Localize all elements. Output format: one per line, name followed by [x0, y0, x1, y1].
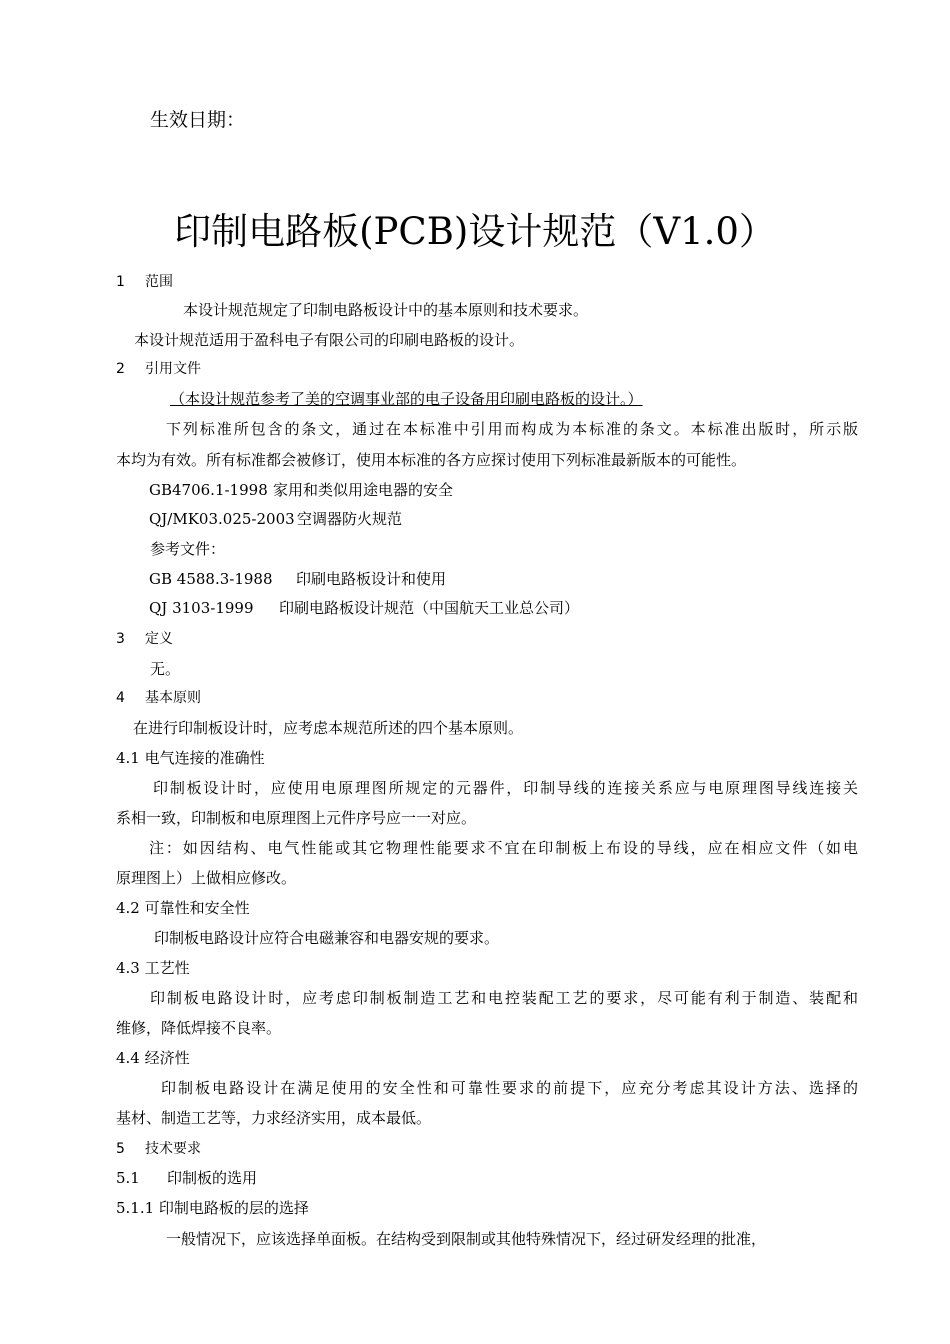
section-1-number: 1 [116, 274, 125, 290]
section-4-paragraph: 在进行印制板设计时，应考虑本规范所述的四个基本原则。 [133, 719, 524, 737]
section-3-paragraph: 无。 [150, 660, 181, 678]
section-1-title: 范围 [145, 274, 173, 290]
section-4-3-paragraph-line-2: 维修，降低焊接不良率。 [116, 1019, 282, 1037]
reference-2-name: 印刷电路板设计规范（中国航天工业总公司） [279, 599, 580, 617]
section-4-number: 4 [116, 690, 125, 706]
section-4-3-paragraph-line-1: 印制板电路设计时，应考虑印制板制造工艺和电控装配工艺的要求，尽可能有利于制造、装配和 [150, 989, 858, 1007]
section-2-note-text: （本设计规范参考了美的空调事业部的电子设备用印刷电路板的设计。） [170, 390, 643, 408]
section-5-title: 技术要求 [145, 1141, 201, 1157]
reference-files-label: 参考文件： [150, 540, 226, 558]
section-4-1-paragraph-line-2: 系相一致，印制板和电原理图上元件序号应一一对应。 [116, 809, 477, 827]
section-3-heading [116, 629, 858, 649]
reference-item-2 [116, 598, 858, 618]
effective-date-label: 生效日期： [150, 109, 246, 131]
section-5-1-title: 印制板的选用 [167, 1169, 258, 1187]
section-2-number: 2 [116, 361, 125, 377]
standard-item-2 [116, 509, 858, 529]
section-5-1-number: 5.1 [116, 1169, 140, 1187]
section-5-1-1-heading: 5.1.1 印制电路板的层的选择 [116, 1199, 309, 1217]
section-5-number: 5 [116, 1141, 125, 1157]
section-4-3-heading: 4.3 工艺性 [116, 959, 190, 977]
reference-1-name: 印刷电路板设计和使用 [296, 570, 447, 588]
section-2-note [116, 389, 858, 409]
section-4-1-note-line-1: 注：如因结构、电气性能或其它物理性能要求不宜在印制板上布设的导线，应在相应文件（如电 [149, 839, 858, 857]
section-4-1-paragraph-line-1: 印制板设计时，应使用电原理图所规定的元器件，印制导线的连接关系应与电原理图导线连接关 [153, 779, 858, 797]
section-2-heading [116, 359, 858, 379]
standard-2-code: QJ/MK03.025-2003 [149, 510, 295, 528]
standard-1-code: GB4706.1-1998 [149, 481, 268, 499]
reference-item-1 [116, 569, 858, 589]
section-4-title: 基本原则 [145, 690, 201, 706]
reference-2-code: QJ 3103-1999 [149, 599, 254, 617]
section-2-title: 引用文件 [145, 361, 201, 377]
reference-1-code: GB 4588.3-1988 [149, 570, 273, 588]
section-3-number: 3 [116, 631, 125, 647]
section-2-paragraph-line-1: 下列标准所包含的条文，通过在本标准中引用而构成为本标准的条文。本标准出版时，所示版 [166, 420, 858, 438]
section-1-heading [116, 272, 858, 292]
section-5-heading [116, 1139, 858, 1159]
section-2-paragraph-line-2: 本均为有效。所有标准都会被修订，使用本标准的各方应探讨使用下列标准最新版本的可能性。 [116, 451, 747, 469]
standard-1-name: 家用和类似用途电器的安全 [273, 481, 454, 499]
document-title: 印制电路板(PCB)设计规范（V1.0） [174, 210, 776, 253]
section-4-2-heading: 4.2 可靠性和安全性 [116, 899, 250, 917]
section-3-title: 定义 [145, 631, 173, 647]
section-1-paragraph-2: 本设计规范适用于盈科电子有限公司的印刷电路板的设计。 [134, 331, 525, 349]
section-4-1-note-line-2: 原理图上）上做相应修改。 [116, 869, 297, 887]
section-5-1-1-paragraph: 一般情况下，应该选择单面板。在结构受到限制或其他特殊情况下，经过研发经理的批准， [166, 1230, 767, 1248]
section-4-heading [116, 688, 858, 708]
section-4-4-paragraph-line-2: 基材、制造工艺等，力求经济实用，成本最低。 [116, 1109, 432, 1127]
section-4-1-heading: 4.1 电气连接的准确性 [116, 749, 265, 767]
section-4-4-paragraph-line-1: 印制板电路设计在满足使用的安全性和可靠性要求的前提下，应充分考虑其设计方法、选择的 [161, 1079, 858, 1097]
section-4-4-heading: 4.4 经济性 [116, 1049, 190, 1067]
section-5-1-heading [116, 1168, 858, 1188]
section-4-2-paragraph: 印制板电路设计应符合电磁兼容和电器安规的要求。 [154, 929, 500, 947]
standard-2-name: 空调器防火规范 [297, 510, 403, 528]
section-1-paragraph-1: 本设计规范规定了印制电路板设计中的基本原则和技术要求。 [183, 301, 589, 319]
standard-item-1 [116, 480, 858, 500]
